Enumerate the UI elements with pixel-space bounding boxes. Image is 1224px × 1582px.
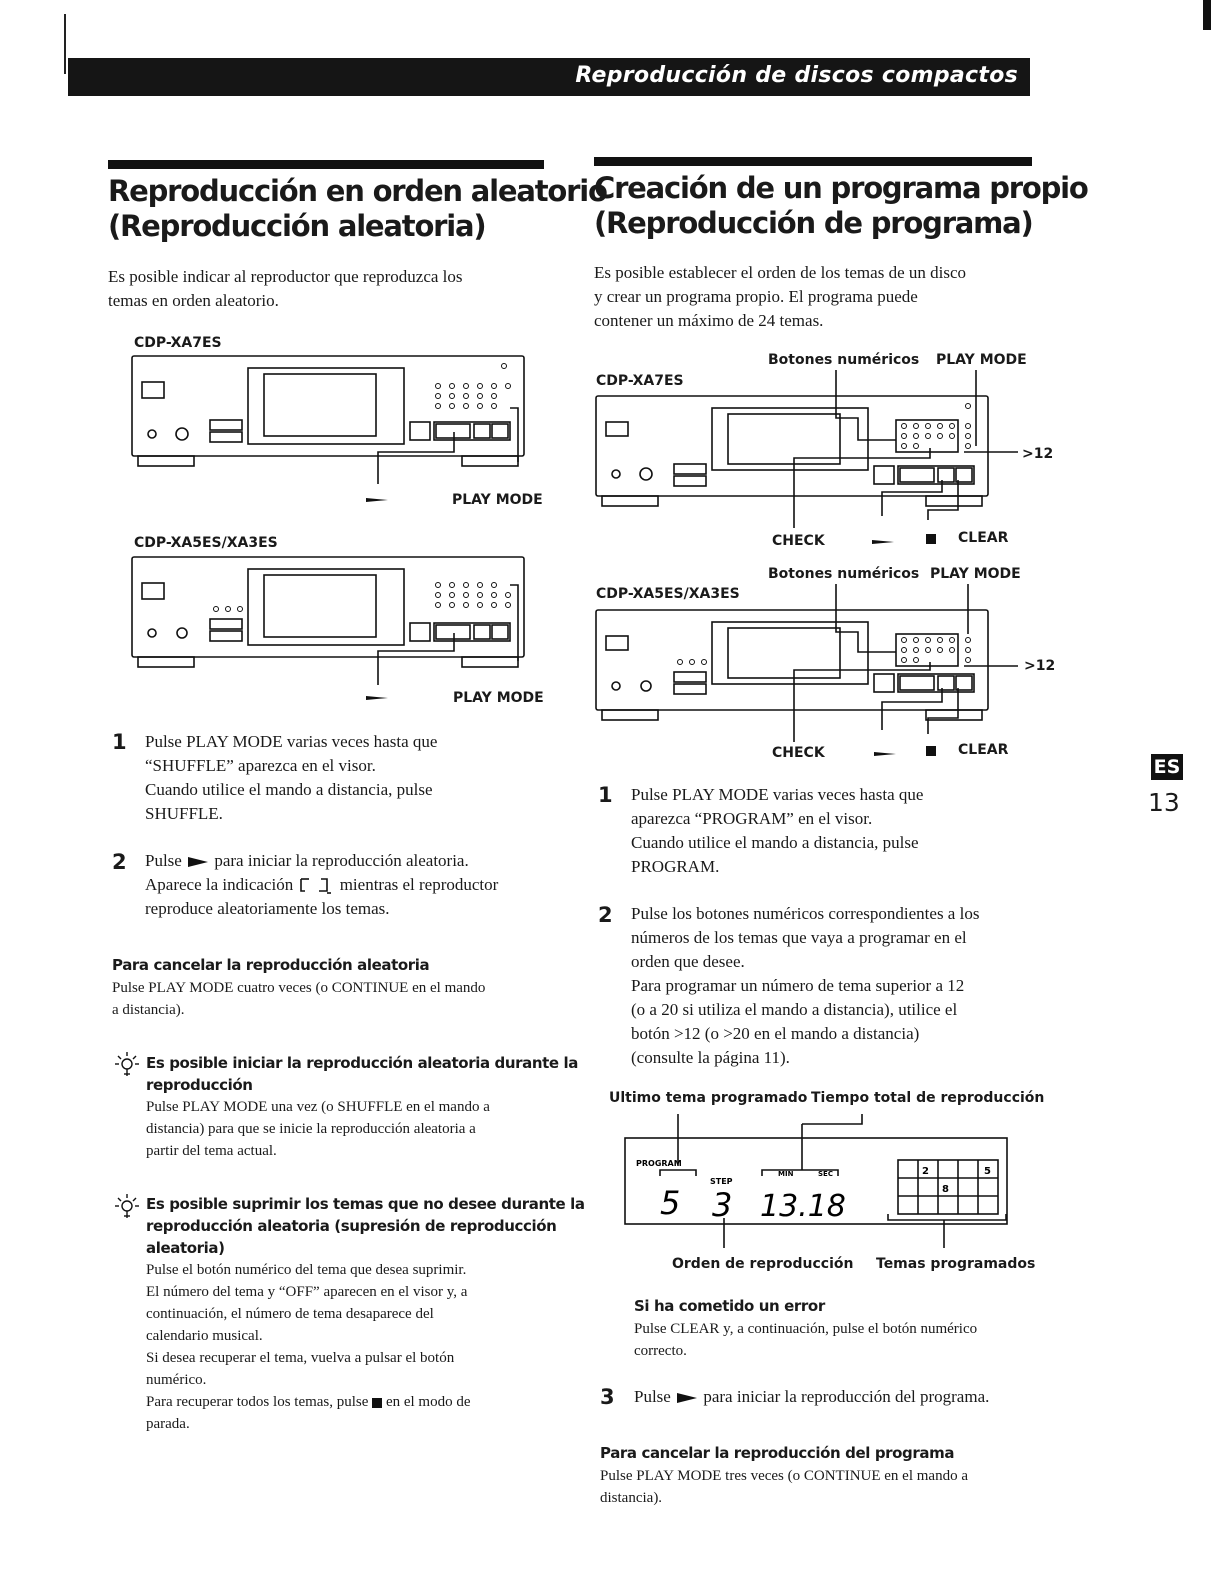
- right-check-label-1: CHECK: [772, 533, 825, 549]
- tip2-heading: [146, 1193, 585, 1259]
- calendar-number: 2: [922, 1166, 929, 1177]
- tip1-line: Pulse PLAY MODE una vez (o SHUFFLE en el mando a: [146, 1099, 490, 1115]
- right-play-icon-2: [874, 748, 896, 760]
- display-last-track-digit: 5: [660, 1184, 681, 1222]
- right-gt12-label-1: >12: [1022, 446, 1054, 462]
- left-step2-line2: [145, 873, 498, 897]
- right-clear-label-1: CLEAR: [958, 530, 1009, 546]
- display-sec-indicator: SEC: [818, 1170, 833, 1178]
- display-label-programmed: Temas programados: [876, 1256, 1036, 1272]
- right-intro-line: contener un máximo de 24 temas.: [594, 311, 824, 330]
- tip2-line: numérico.: [146, 1372, 207, 1388]
- left-model2-label: CDP-XA5ES/XA3ES: [134, 535, 278, 551]
- right-step2-line: Para programar un número de tema superior a 12: [631, 976, 965, 995]
- tip2-last-a: Para recuperar todos los temas, pulse: [146, 1394, 369, 1410]
- display-step-indicator: STEP: [710, 1177, 733, 1186]
- tip1-heading-line: reproducción: [146, 1076, 253, 1094]
- error-heading: Si ha cometido un error: [634, 1297, 825, 1315]
- tip2-heading-line: aleatoria): [146, 1239, 225, 1257]
- display-step-digit: 3: [712, 1186, 733, 1224]
- page-edge-marker: [1203, 0, 1211, 30]
- tip1-line: distancia) para que se inicie la reproducción aleatoria a: [146, 1121, 476, 1137]
- right-step2-line: Pulse los botones numéricos correspondientes a los: [631, 904, 980, 923]
- tip2-text: [146, 1259, 471, 1435]
- right-play-mode-label-1: PLAY MODE: [936, 352, 1027, 368]
- tip2-line: Pulse el botón numérico del tema que desea suprimir.: [146, 1262, 467, 1278]
- right-step1-number: 1: [598, 783, 613, 807]
- calendar-number: 5: [984, 1166, 991, 1177]
- display-diagram: [622, 1110, 1012, 1258]
- left-heading-line2: (Reproducción aleatoria): [108, 209, 486, 243]
- right-step2-text: [631, 902, 979, 1070]
- right-play-mode-label-2: PLAY MODE: [930, 566, 1021, 582]
- left-step2-line2-b: mientras el reproductor: [339, 875, 499, 894]
- left-step2-number: 2: [112, 850, 127, 874]
- right-step3-text: [634, 1385, 989, 1409]
- left-play-mode-label-1: PLAY MODE: [452, 492, 543, 508]
- left-step2-line1-a: Pulse: [145, 851, 182, 870]
- tip2-heading-line: reproducción aleatoria (supresión de reproducción: [146, 1217, 557, 1235]
- right-cancel-text: [600, 1465, 968, 1509]
- right-step2-line: orden que desee.: [631, 952, 745, 971]
- right-step1-line: aparezca “PROGRAM” en el visor.: [631, 809, 873, 828]
- right-cancel-line: distancia).: [600, 1490, 663, 1506]
- error-text: [634, 1318, 977, 1362]
- right-intro: [594, 261, 966, 333]
- right-numeric-buttons-label-1: Botones numéricos: [768, 352, 920, 368]
- right-play-icon-1: [872, 536, 894, 548]
- left-device1-illustration: [128, 352, 548, 512]
- left-cancel-heading: Para cancelar la reproducción aleatoria: [112, 956, 430, 974]
- left-model1-label: CDP-XA7ES: [134, 335, 222, 351]
- right-step3-number: 3: [600, 1385, 615, 1409]
- left-heading-line1: Reproducción en orden aleatorio: [108, 174, 607, 208]
- right-device1-illustration: [592, 370, 1022, 530]
- right-clear-label-2: CLEAR: [958, 742, 1009, 758]
- left-heading: [108, 174, 607, 244]
- left-step2-text: [145, 849, 498, 921]
- display-label-order: Orden de reproducción: [672, 1256, 854, 1272]
- right-cancel-line: Pulse PLAY MODE tres veces (o CONTINUE en el mando a: [600, 1468, 968, 1484]
- right-step2-line: (o a 20 si utiliza el mando a distancia), utilice el: [631, 1000, 958, 1019]
- section-header-bar: [68, 58, 1030, 96]
- right-step1-line: Pulse PLAY MODE varias veces hasta que: [631, 785, 924, 804]
- left-step1-text: [145, 730, 437, 826]
- right-heading: [594, 171, 1088, 241]
- margin-line: [64, 14, 66, 74]
- right-intro-line: y crear un programa propio. El programa puede: [594, 287, 918, 306]
- right-cancel-heading: Para cancelar la reproducción del programa: [600, 1444, 955, 1462]
- tip-bulb-icon: [114, 1192, 140, 1222]
- left-step1-line: Cuando utilice el mando a distancia, pulse: [145, 780, 433, 799]
- right-step1-text: [631, 783, 923, 879]
- calendar-number: 8: [942, 1184, 949, 1195]
- right-step2-line: números de los temas que vaya a programar en el: [631, 928, 967, 947]
- left-step1-line: Pulse PLAY MODE varias veces hasta que: [145, 732, 438, 751]
- tip1-text: [146, 1096, 490, 1162]
- display-label-last-track: Ultimo tema programado: [609, 1090, 808, 1106]
- left-intro-line2: temas en orden aleatorio.: [108, 291, 279, 310]
- tip2-line: continuación, el número de tema desaparece del: [146, 1306, 434, 1322]
- display-time: 13.18: [760, 1189, 846, 1224]
- right-stop-icon-1: [926, 534, 936, 544]
- right-numeric-buttons-label-2: Botones numéricos: [768, 566, 920, 582]
- right-heading-line1: Creación de un programa propio: [594, 171, 1088, 205]
- left-intro-line1: Es posible indicar al reproductor que reproduzca los: [108, 267, 463, 286]
- left-play-icon-2: [366, 692, 388, 704]
- left-device2-illustration: [128, 553, 548, 713]
- play-icon: [186, 856, 210, 868]
- right-step2-line: (consulte la página 11).: [631, 1048, 790, 1067]
- right-device2-illustration: [592, 584, 1022, 744]
- tip2-line: calendario musical.: [146, 1328, 263, 1344]
- tip2-line: parada.: [146, 1416, 190, 1432]
- right-heading-line2: (Reproducción de programa): [594, 206, 1033, 240]
- right-step2-number: 2: [598, 903, 613, 927]
- tip2-last-b: en el modo de: [385, 1394, 471, 1410]
- left-play-mode-label-2: PLAY MODE: [453, 690, 544, 706]
- left-step1-line: “SHUFFLE” aparezca en el visor.: [145, 756, 376, 775]
- left-step1-line: SHUFFLE.: [145, 804, 223, 823]
- left-step2-line1: [145, 849, 498, 873]
- tip2-line: El número del tema y “OFF” aparecen en el visor y, a: [146, 1284, 468, 1300]
- right-step2-line: botón >12 (o >20 en el mando a distancia): [631, 1024, 920, 1043]
- error-line: Pulse CLEAR y, a continuación, pulse el botón numérico: [634, 1321, 978, 1337]
- left-step2-line2-a: Aparece la indicación: [145, 875, 294, 894]
- shuffle-indicator-icon: [297, 876, 335, 896]
- error-line: correcto.: [634, 1343, 687, 1359]
- right-check-label-2: CHECK: [772, 745, 825, 761]
- tip1-heading-line: Es posible iniciar la reproducción aleatoria durante la: [146, 1054, 578, 1072]
- left-step2-line1-b: para iniciar la reproducción aleatoria.: [214, 851, 469, 870]
- right-model2-label: CDP-XA5ES/XA3ES: [596, 586, 740, 602]
- tip2-line-last: [146, 1391, 471, 1413]
- left-intro: [108, 265, 463, 313]
- left-step2-line3: reproduce aleatoriamente los temas.: [145, 899, 390, 918]
- right-step3-a: Pulse: [634, 1387, 671, 1406]
- tip-bulb-icon: [114, 1050, 140, 1080]
- tip2-heading-line: Es posible suprimir los temas que no desee durante la: [146, 1195, 585, 1213]
- language-badge: ES: [1151, 754, 1183, 780]
- tip2-line: Si desea recuperar el tema, vuelva a pulsar el botón: [146, 1350, 455, 1366]
- page-number: 13: [1148, 788, 1180, 817]
- left-step1-number: 1: [112, 730, 127, 754]
- right-gt12-label-2: >12: [1024, 658, 1056, 674]
- tip1-line: partir del tema actual.: [146, 1143, 277, 1159]
- stop-icon: [372, 1398, 382, 1408]
- left-cancel-text: [112, 977, 485, 1021]
- section-title: Reproducción de discos compactos: [575, 63, 1018, 88]
- left-play-icon-1: [366, 494, 388, 506]
- right-step1-line: PROGRAM.: [631, 857, 720, 876]
- display-label-total-time: Tiempo total de reproducción: [811, 1090, 1045, 1106]
- left-cancel-line: Pulse PLAY MODE cuatro veces (o CONTINUE en el mando: [112, 980, 486, 996]
- tip1-heading: [146, 1052, 578, 1096]
- right-model1-label: CDP-XA7ES: [596, 373, 684, 389]
- right-stop-icon-2: [926, 746, 936, 756]
- right-heading-rule: [594, 157, 1032, 166]
- right-intro-line: Es posible establecer el orden de los temas de un disco: [594, 263, 966, 282]
- play-icon: [675, 1392, 699, 1404]
- left-heading-rule: [108, 160, 544, 169]
- right-step1-line: Cuando utilice el mando a distancia, pulse: [631, 833, 919, 852]
- left-cancel-line: a distancia).: [112, 1002, 185, 1018]
- display-min-indicator: MIN: [778, 1170, 794, 1178]
- right-step3-b: para iniciar la reproducción del programa.: [703, 1387, 990, 1406]
- display-program-indicator: PROGRAM: [636, 1159, 682, 1168]
